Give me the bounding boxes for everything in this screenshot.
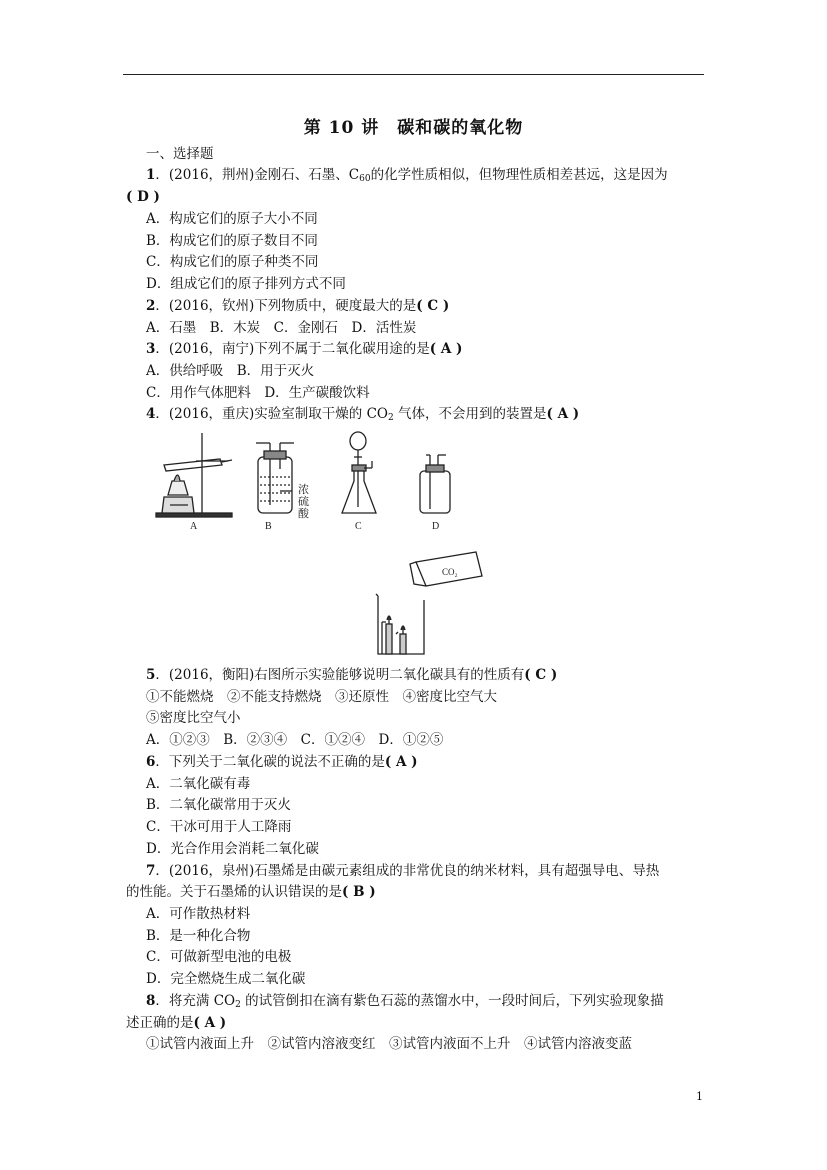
acid-label-2: 硫: [298, 495, 309, 508]
option: D．完全燃烧生成二氧化碳: [146, 971, 306, 987]
label-b: B: [265, 521, 272, 532]
question-8-stem-cont: 述正确的是( A ): [126, 1015, 227, 1031]
question-5-stem: 5．(2016，衡阳)右图所示实验能够说明二氧化碳具有的性质有( C ): [146, 667, 558, 683]
header-rule: [123, 74, 704, 75]
apparatus-d-bottle-icon: [420, 455, 450, 513]
apparatus-a-stand-icon: [156, 433, 232, 517]
question-5-answer: ( C ): [524, 667, 558, 683]
page-number: 1: [696, 1090, 703, 1103]
question-7-stem-cont: 的性能。关于石墨烯的认识错误的是( B ): [126, 884, 376, 900]
properties-line: ⑤密度比空气小: [146, 710, 241, 726]
question-4-stem: 4．(2016，重庆)实验室制取干燥的 $CO_2$ 气体，不会用到的装置是( A ): [146, 406, 580, 423]
question-8-stem: 8．将充满 $CO_2$ 的试管倒扣在滴有紫色石蕊的蒸馏水中，一段时间后，下列实验现象描: [146, 993, 664, 1010]
properties-line: ①不能燃烧 ②不能支持燃烧 ③还原性 ④密度比空气大: [146, 689, 497, 705]
label-c: C: [355, 521, 362, 532]
option: B．构成它们的原子数目不同: [146, 233, 318, 249]
properties-line: ①试管内液面上升 ②试管内溶液变红 ③试管内液面不上升 ④试管内溶液变蓝: [146, 1036, 632, 1052]
question-3-answer: ( A ): [429, 341, 463, 357]
acid-label-3: 酸: [298, 507, 309, 520]
options-line: A．①②③ B．②③④ C．①②④ D．①②⑤: [146, 732, 444, 748]
question-8-answer: ( A ): [193, 1015, 227, 1031]
section-heading: 一、选择题: [146, 146, 214, 162]
option: D．组成它们的原子排列方式不同: [146, 276, 346, 292]
question-7-stem: 7．(2016，泉州)石墨烯是由碳元素组成的非常优良的纳米材料，具有超强导电、导热: [146, 863, 660, 879]
question-6-answer: ( A ): [384, 754, 418, 770]
option: A．构成它们的原子大小不同: [146, 211, 318, 227]
question-2-stem: 2．(2016，钦州)下列物质中，硬度最大的是( C ): [146, 298, 450, 314]
option: B．是一种化合物: [146, 928, 251, 944]
question-7-answer: ( B ): [342, 884, 376, 900]
question-2-answer: ( C ): [416, 298, 450, 314]
option: A．可作散热材料: [146, 906, 251, 922]
question-4-answer: ( A ): [546, 406, 580, 422]
option: A．供给呼吸 B．用于灭火: [146, 363, 315, 379]
label-d: D: [432, 521, 440, 532]
option: C．构成它们的原子种类不同: [146, 254, 319, 270]
option: C．干冰可用于人工降雨: [146, 819, 292, 835]
option: C．用作气体肥料 D．生产碳酸饮料: [146, 385, 370, 401]
page-title: 第 10 讲 碳和碳的氧化物: [303, 118, 524, 138]
acid-label-1: 浓: [298, 483, 309, 496]
options-line: A．石墨 B．木炭 C．金刚石 D．活性炭: [146, 320, 417, 336]
co2-bottle-label: CO₂: [442, 567, 458, 577]
co2-pouring-figure: [372, 550, 484, 658]
option: D．光合作用会消耗二氧化碳: [146, 841, 319, 857]
option: C．可做新型电池的电极: [146, 949, 292, 965]
beaker-candles-icon: [376, 594, 424, 654]
question-6-stem: 6．下列关于二氧化碳的说法不正确的是( A ): [146, 754, 418, 770]
label-a: A: [190, 521, 198, 532]
apparatus-figure: [150, 425, 470, 537]
option: A．二氧化碳有毒: [146, 776, 251, 792]
apparatus-b-bottle-icon: [256, 443, 294, 513]
option: B．二氧化碳常用于灭火: [146, 797, 291, 813]
question-1-answer: ( D ): [126, 189, 160, 205]
question-3-stem: 3．(2016，南宁)下列不属于二氧化碳用途的是( A ): [146, 341, 463, 357]
apparatus-c-flask-icon: [342, 432, 376, 513]
question-1-stem: 1．(2016，荆州)金刚石、石墨、$C_{60}$的化学性质相似，但物理性质相差甚远，这是因为: [146, 167, 668, 184]
